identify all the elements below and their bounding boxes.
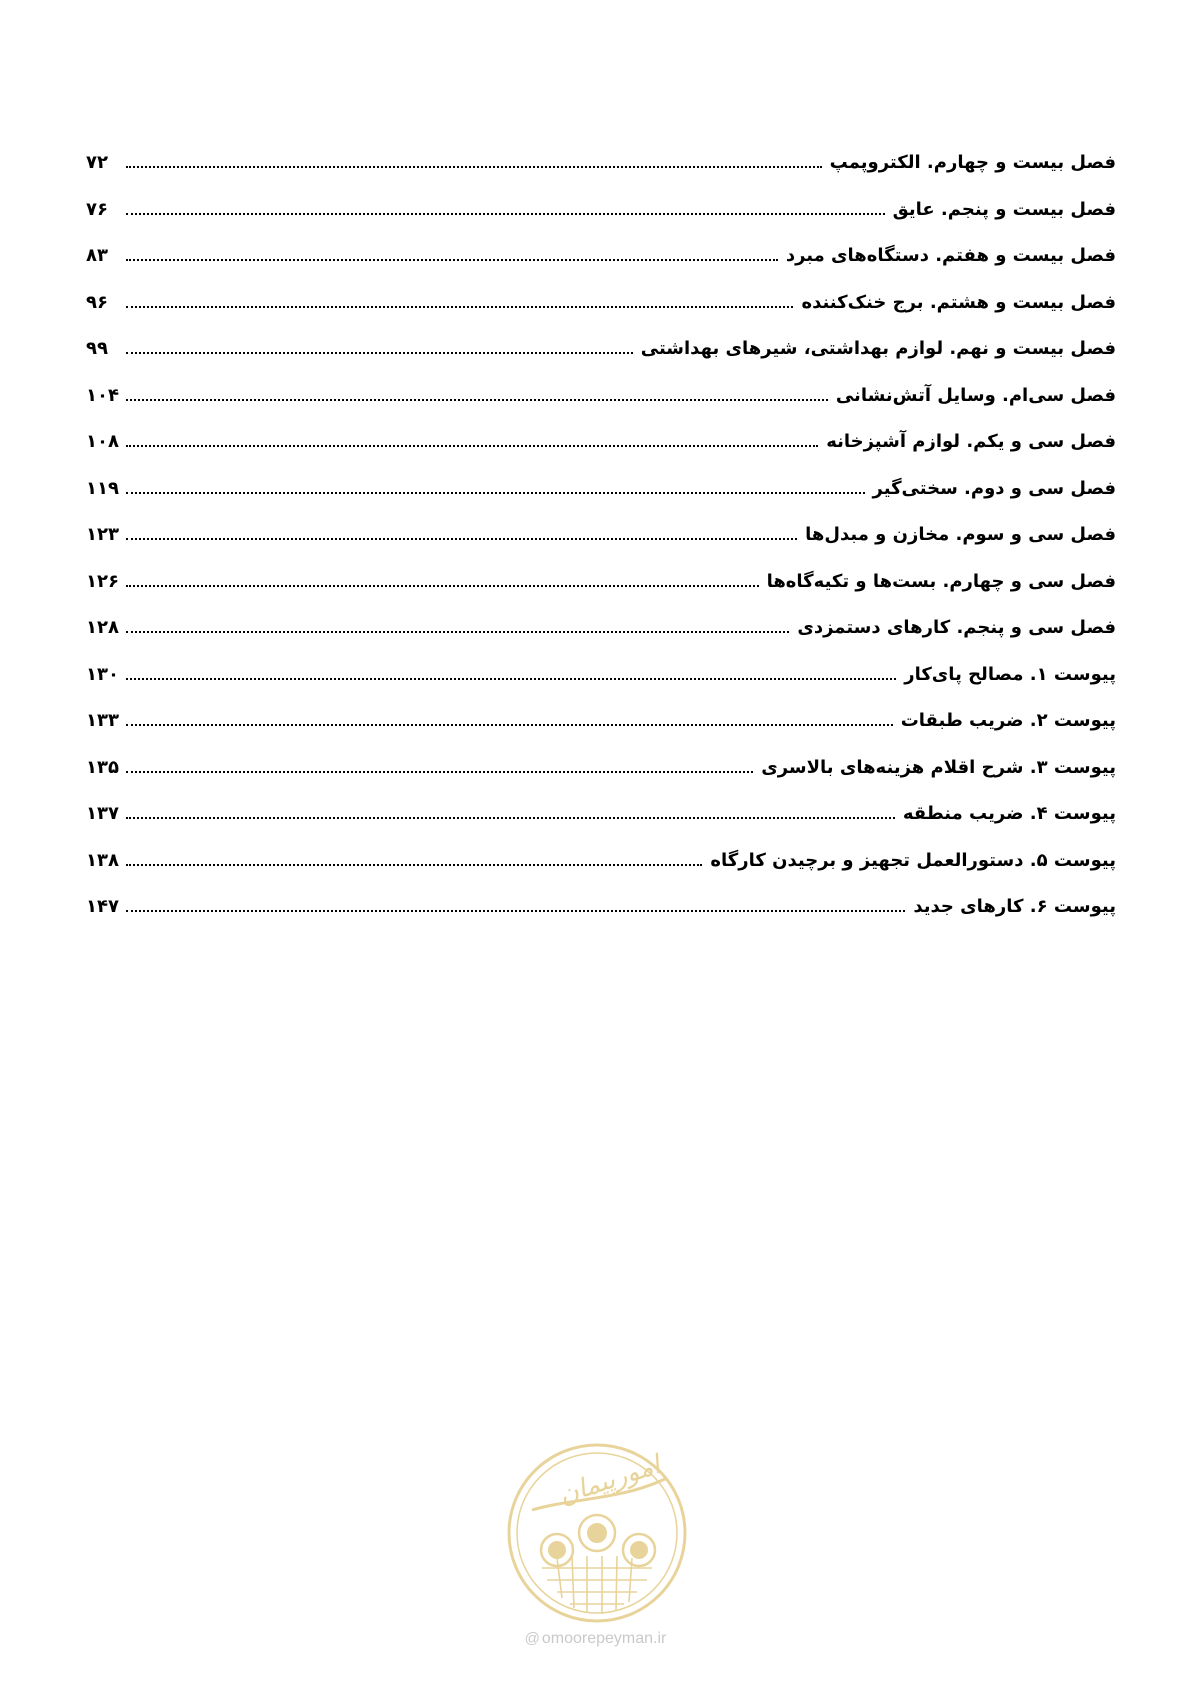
toc-entry-page: ۱۳۰ bbox=[86, 663, 119, 685]
toc-entry-page: ۱۳۳ bbox=[86, 710, 119, 731]
watermark-url bbox=[0, 1630, 1191, 1648]
toc-leader-dots bbox=[126, 538, 797, 540]
toc-entry[interactable] bbox=[86, 524, 1116, 571]
toc-entry-title: پیوست ۲. ضریب طبقات bbox=[900, 710, 1116, 731]
toc-leader-dots bbox=[126, 724, 893, 726]
toc-entry-title: فصل بیست و نهم. لوازم بهداشتی، شیرهای بهداشتی bbox=[640, 338, 1116, 359]
toc-entry-page: ۸۳ bbox=[86, 245, 108, 266]
watermark-logo-text: امورپیمان bbox=[555, 1450, 664, 1511]
toc-leader-dots bbox=[126, 399, 828, 401]
toc-entry-title: پیوست ۵. دستورالعمل تجهیز و برچیدن کارگاه bbox=[710, 849, 1116, 871]
toc-leader-dots bbox=[126, 166, 822, 168]
toc-entry-page: ۱۱۹ bbox=[86, 477, 119, 499]
toc-leader-dots bbox=[126, 445, 818, 447]
toc-entry[interactable] bbox=[86, 757, 1116, 804]
toc-entry[interactable] bbox=[86, 152, 1116, 199]
toc-entry-page: ۱۰۴ bbox=[86, 384, 119, 406]
toc-entry[interactable] bbox=[86, 571, 1116, 618]
toc-entry-page: ۱۰۸ bbox=[86, 431, 119, 452]
toc-entry[interactable] bbox=[86, 803, 1116, 850]
toc-leader-dots bbox=[126, 817, 895, 819]
toc-entry-page: ۷۶ bbox=[86, 198, 108, 220]
toc-entry-title: فصل سی‌ام. وسایل آتش‌نشانی bbox=[835, 384, 1116, 406]
toc-entry-title: فصل بیست و چهارم. الکتروپمپ bbox=[829, 152, 1116, 173]
toc-entry-title: پیوست ۳. شرح اقلام هزینه‌های بالاسری bbox=[761, 756, 1116, 778]
toc-entry-page: ۷۲ bbox=[86, 152, 108, 173]
toc-entry-page: ۱۳۵ bbox=[86, 756, 119, 778]
toc-leader-dots bbox=[126, 352, 633, 354]
toc-leader-dots bbox=[126, 213, 885, 215]
watermark-url-text: omoorepeyman.ir bbox=[541, 1630, 667, 1647]
toc-leader-dots bbox=[126, 631, 789, 633]
toc-entry-page: ۱۳۷ bbox=[86, 803, 119, 824]
toc-entry[interactable] bbox=[86, 199, 1116, 246]
toc-entry[interactable] bbox=[86, 338, 1116, 385]
toc-entry-title: فصل سی و دوم. سختی‌گیر bbox=[872, 477, 1116, 499]
toc-leader-dots bbox=[126, 259, 778, 261]
toc-entry-title: پیوست ۴. ضریب منطقه bbox=[902, 803, 1116, 824]
toc-entry[interactable] bbox=[86, 664, 1116, 711]
toc-leader-dots bbox=[126, 771, 753, 773]
at-symbol-icon: @ bbox=[524, 1630, 540, 1647]
toc-leader-dots bbox=[126, 910, 905, 912]
toc-leader-dots bbox=[126, 492, 865, 494]
toc-entry-page: ۹۶ bbox=[86, 291, 108, 313]
table-of-contents bbox=[86, 152, 1116, 943]
toc-entry[interactable] bbox=[86, 850, 1116, 897]
toc-entry[interactable] bbox=[86, 245, 1116, 292]
toc-entry-title: فصل بیست و هشتم. برج خنک‌کننده bbox=[801, 291, 1116, 313]
toc-leader-dots bbox=[126, 678, 896, 680]
toc-entry[interactable] bbox=[86, 617, 1116, 664]
toc-entry[interactable] bbox=[86, 478, 1116, 525]
toc-leader-dots bbox=[126, 585, 759, 587]
toc-entry-title: پیوست ۱. مصالح پای‌کار bbox=[904, 663, 1116, 685]
watermark-logo bbox=[502, 1438, 692, 1628]
toc-entry-title: فصل سی و سوم. مخازن و مبدل‌ها bbox=[805, 524, 1116, 545]
toc-entry-title: پیوست ۶. کارهای جدید bbox=[913, 896, 1116, 917]
toc-entry-page: ۹۹ bbox=[86, 338, 108, 359]
toc-entry[interactable] bbox=[86, 292, 1116, 339]
toc-entry[interactable] bbox=[86, 385, 1116, 432]
toc-entry[interactable] bbox=[86, 710, 1116, 757]
toc-entry[interactable] bbox=[86, 431, 1116, 478]
toc-leader-dots bbox=[126, 306, 793, 308]
toc-entry-page: ۱۲۳ bbox=[86, 524, 119, 545]
toc-entry-title: فصل سی و یکم. لوازم آشپزخانه bbox=[826, 431, 1116, 452]
toc-entry-page: ۱۳۸ bbox=[86, 849, 119, 871]
toc-entry-title: فصل سی و پنجم. کارهای دستمزدی bbox=[797, 617, 1116, 638]
toc-entry-title: فصل بیست و هفتم. دستگاه‌های مبرد bbox=[785, 245, 1116, 266]
toc-leader-dots bbox=[126, 864, 702, 866]
toc-entry-page: ۱۲۸ bbox=[86, 617, 119, 638]
toc-entry-title: فصل بیست و پنجم. عایق bbox=[892, 198, 1116, 220]
toc-entry-page: ۱۲۶ bbox=[86, 570, 119, 592]
toc-entry-title: فصل سی و چهارم. بست‌ها و تکیه‌گاه‌ها bbox=[766, 570, 1116, 592]
toc-entry[interactable] bbox=[86, 896, 1116, 943]
toc-entry-page: ۱۴۷ bbox=[86, 896, 119, 917]
